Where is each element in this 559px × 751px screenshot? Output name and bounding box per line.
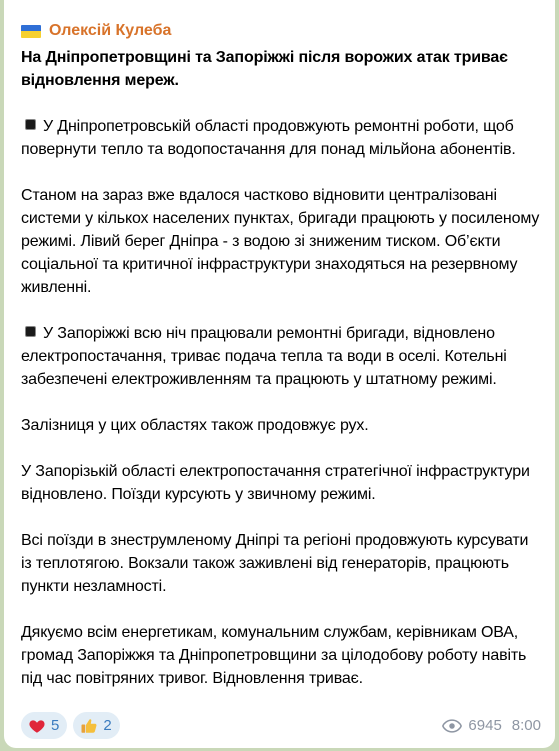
message-meta: [442, 717, 541, 734]
ukraine-flag-icon: [21, 25, 41, 38]
paragraph-text: У Запоріжжі всю ніч працювали ремонтні бригади, відновлено електропостачання, триває подача тепла та води в оселі. Котельні забезпечені електроживленням та працюють у штатному режимі.: [21, 325, 507, 388]
paragraph-text: Залізниця у цих областях також продовжує рух.: [21, 417, 369, 434]
message-bubble: [4, 0, 555, 748]
paragraph-text: Дякуємо всім енергетикам, комунальним службам, керівникам ОВА, громад Запоріжжя та Дніпропетровщини за цілодобову роботу навіть під час повітряних тривог. Відновлення триває.: [21, 624, 527, 687]
paragraph: [21, 460, 543, 506]
message-time: 8:00: [511, 717, 541, 734]
paragraph: [21, 184, 543, 299]
thumbs-up-icon: [80, 717, 98, 735]
paragraph-text: Станом на зараз вже вдалося частково відновити централізовані системи у кількох населених пунктах, бригади працюють у посиленому режимі. Лівий берег Дніпра - з водою зі зниженим тиском. Об’єкти соціальної та критичної інфраструктури знаходяться на резервному живленні.: [21, 187, 540, 296]
paragraph: [21, 322, 543, 391]
reaction-heart[interactable]: [21, 712, 67, 739]
message-footer: [21, 712, 541, 739]
paragraph-text: Всі поїзди в знеструмленому Дніпрі та регіоні продовжують курсувати із теплотягою. Вокзали також заживлені від генераторів, працюють пункти незламності.: [21, 532, 529, 595]
paragraph: [21, 621, 543, 690]
black-square-icon: [25, 326, 36, 337]
view-count: 6945: [468, 717, 502, 734]
paragraph: [21, 414, 543, 437]
paragraph: [21, 529, 543, 598]
reaction-count: 2: [103, 717, 112, 734]
eye-icon: [442, 719, 462, 733]
message-header: [21, 19, 543, 43]
paragraph: [21, 115, 543, 161]
black-square-icon: [25, 119, 36, 130]
paragraph-text: У Дніпропетровській області продовжують ремонтні роботи, щоб повернути тепло та водопостачання для понад мільйона абонентів.: [21, 118, 516, 158]
sender-name[interactable]: Олексій Кулеба: [49, 22, 172, 39]
reaction-count: 5: [51, 717, 60, 734]
reaction-thumbs-up[interactable]: [73, 712, 119, 739]
message-headline: На Дніпропетровщині та Запоріжжі після ворожих атак триває відновлення мереж.: [21, 49, 508, 89]
paragraph-text: У Запорізькій області електропостачання стратегічної інфраструктури відновлено. Поїзди курсують у звичному режимі.: [21, 463, 530, 503]
heart-icon: [28, 717, 46, 735]
